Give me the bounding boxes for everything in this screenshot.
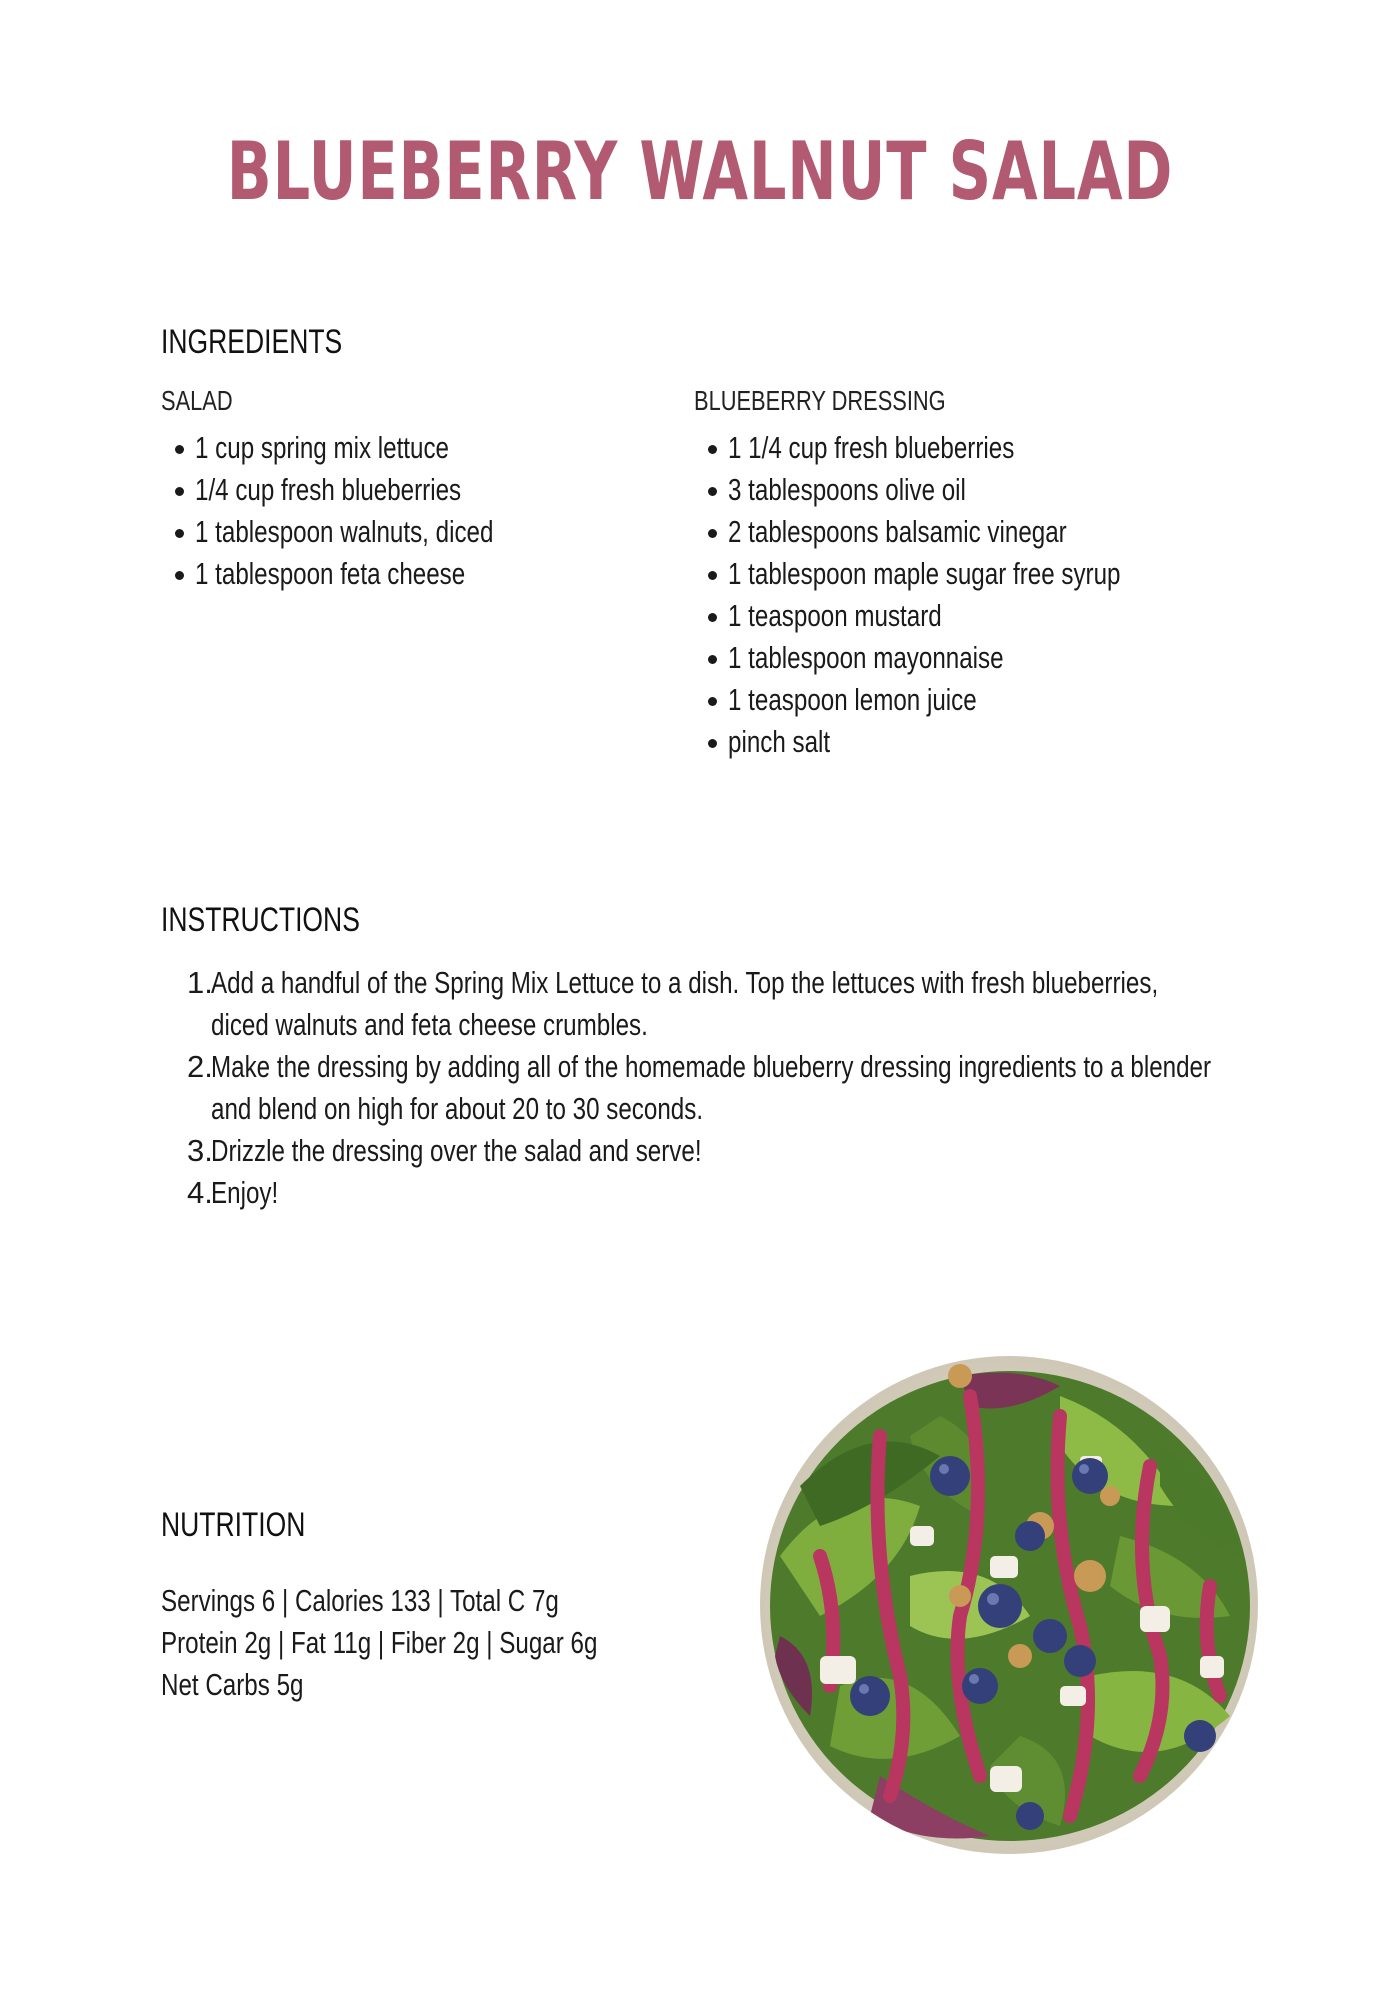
salad-ingredient-item-text: 1 tablespoon walnuts, diced (195, 514, 494, 549)
instructions-heading: INSTRUCTIONS (161, 901, 360, 939)
dressing-ingredient-item-text: 1 teaspoon lemon juice (728, 682, 977, 717)
salad-ingredients (161, 387, 641, 595)
dressing-ingredient-item (728, 469, 1254, 511)
dressing-ingredient-item-text: 2 tablespoons balsamic vinegar (728, 514, 1067, 549)
dressing-ingredient-item-text: pinch salt (728, 724, 831, 759)
step-number: 2. (187, 1049, 213, 1084)
salad-ingredient-item-text: 1 tablespoon feta cheese (195, 556, 466, 591)
instruction-step (161, 1172, 1241, 1214)
nutrition-line: Protein 2g | Fat 11g | Fiber 2g | Sugar 6g (161, 1625, 598, 1660)
ingredients-heading: INGREDIENTS (161, 323, 343, 361)
dressing-ingredient-item-text: 1 teaspoon mustard (728, 598, 942, 633)
nutrition-line: Servings 6 | Calories 133 | Total C 7g (161, 1583, 559, 1618)
dressing-ingredient-item (728, 553, 1254, 595)
nutrition-line: Net Carbs 5g (161, 1667, 304, 1702)
salad-ingredient-item-text: 1 cup spring mix lettuce (195, 430, 450, 465)
dressing-ingredient-item (728, 511, 1254, 553)
salad-subheading: SALAD (161, 385, 233, 416)
nutrition-heading: NUTRITION (161, 1506, 306, 1544)
instruction-step (161, 962, 1241, 1046)
salad-ingredient-item (195, 511, 641, 553)
step-text-line: diced walnuts and feta cheese crumbles. (211, 1007, 648, 1042)
salad-ingredient-item (195, 427, 641, 469)
dressing-ingredient-item (728, 721, 1254, 763)
dressing-ingredient-item (728, 637, 1254, 679)
instruction-steps (161, 962, 1241, 1214)
instruction-step (161, 1130, 1241, 1172)
nutrition-facts (161, 1580, 721, 1706)
salad-ingredient-list (161, 427, 641, 595)
recipe-title: BLUEBERRY WALNUT SALAD (226, 125, 1174, 218)
dressing-subheading: BLUEBERRY DRESSING (694, 385, 946, 416)
step-number: 4. (187, 1175, 213, 1210)
dressing-ingredient-item-text: 1 tablespoon maple sugar free syrup (728, 556, 1121, 591)
dressing-ingredient-item (728, 427, 1254, 469)
salad-ingredient-item-text: 1/4 cup fresh blueberries (195, 472, 462, 507)
dressing-ingredient-item-text: 1 1/4 cup fresh blueberries (728, 430, 1015, 465)
salad-photo (760, 1356, 1258, 1854)
dressing-ingredient-item (728, 595, 1254, 637)
step-text-line: Add a handful of the Spring Mix Lettuce to a dish. Top the lettuces with fresh blueberries, (211, 965, 1159, 1000)
step-text-line: Enjoy! (211, 1175, 279, 1210)
dressing-ingredient-item-text: 1 tablespoon mayonnaise (728, 640, 1004, 675)
salad-ingredient-item (195, 469, 641, 511)
step-number: 3. (187, 1133, 213, 1168)
dressing-ingredients (694, 387, 1254, 763)
dressing-ingredient-list (694, 427, 1254, 763)
dressing-ingredient-item (728, 679, 1254, 721)
instruction-step (161, 1046, 1241, 1130)
step-text-line: Drizzle the dressing over the salad and serve! (211, 1133, 702, 1168)
step-text-line: and blend on high for about 20 to 30 seconds. (211, 1091, 704, 1126)
step-number: 1. (187, 965, 213, 1000)
step-text-line: Make the dressing by adding all of the homemade blueberry dressing ingredients to a blender (211, 1049, 1212, 1084)
dressing-ingredient-item-text: 3 tablespoons olive oil (728, 472, 966, 507)
salad-ingredient-item (195, 553, 641, 595)
